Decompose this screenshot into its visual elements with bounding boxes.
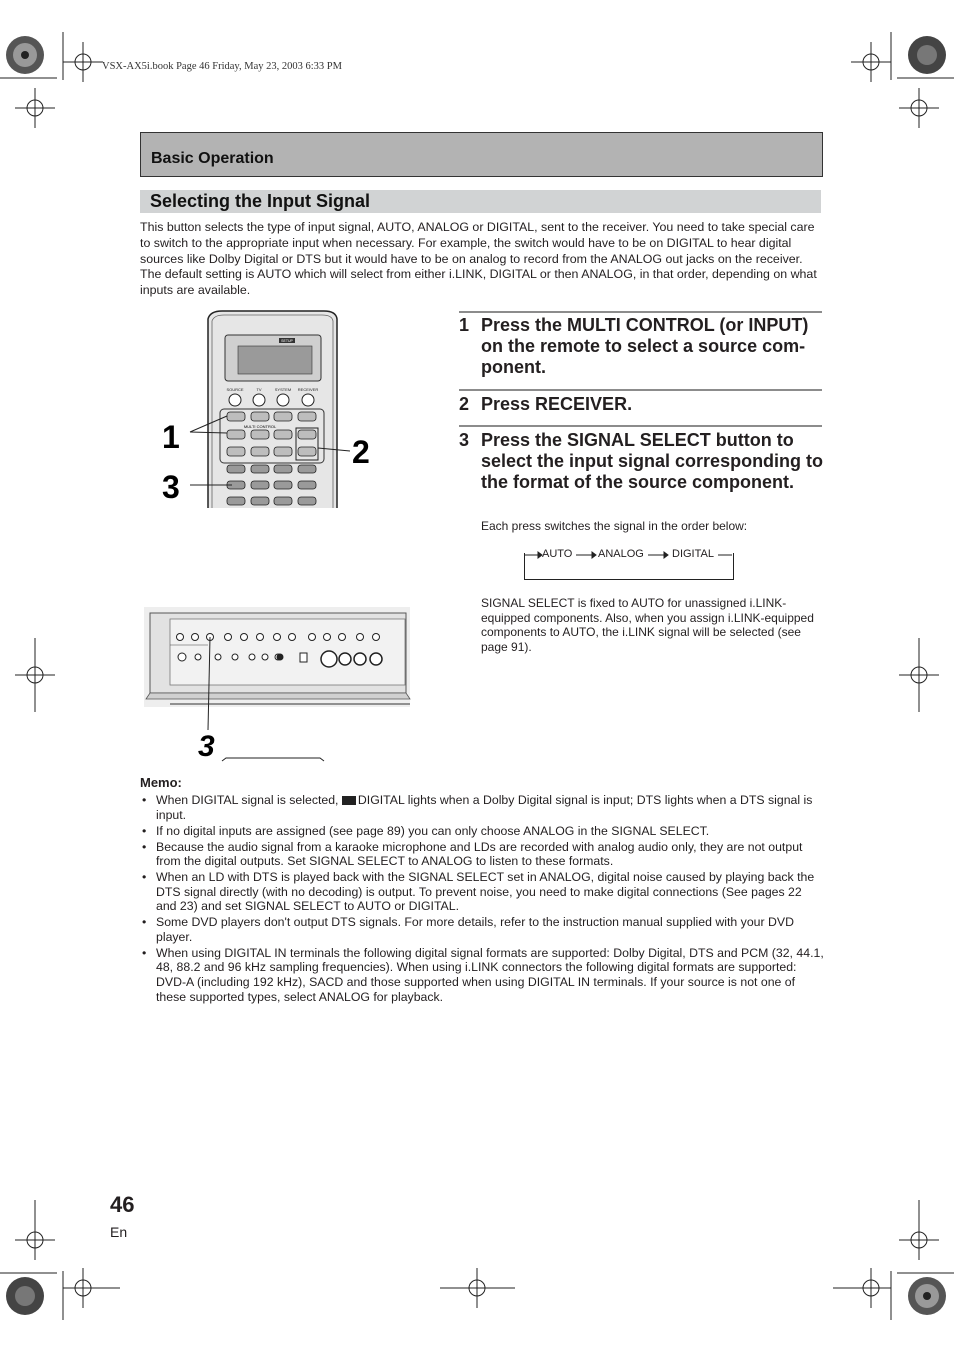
- callout-3: 3: [162, 469, 180, 505]
- subsection-band: [140, 190, 821, 213]
- step-rule-2: [459, 389, 822, 391]
- memo-item-6: • When using DIGITAL IN terminals the following digital signal formats are supported: Dolby Digital, DTS and PCM (32, 44.1, 48, 88.2 and 96 kHz sampling frequencies). When using i.LINK connectors the following digital formats are supported: DVD-A (including 192 kHz), SACD and those supported when using DIGITAL IN terminals. If your source is not one of these supported types, select ANALOG for playback.: [140, 946, 824, 1004]
- memo-item-1-start: When DIGITAL signal is selected,: [156, 793, 342, 807]
- memo-item-5: • Some DVD players don't output DTS signals. For more details, refer to the instruction manual supplied with your DVD player.: [140, 915, 824, 944]
- step-rule-3: [459, 425, 822, 427]
- memo-item-1-rest: DIGITAL lights when a Dolby Digital signal is input; DTS lights when a DTS signal is input.: [156, 793, 813, 822]
- memo-item-1: [140, 793, 824, 822]
- sequence-digital: DIGITAL: [672, 548, 714, 560]
- page-number: 46: [110, 1192, 135, 1217]
- remote-setup-label: SETUP: [281, 339, 293, 343]
- step-2-number: 2: [459, 394, 470, 414]
- remote-label-receiver: RECEIVER: [297, 387, 319, 392]
- front-panel-illustration: [140, 605, 415, 765]
- dolby-digital-icon: [342, 796, 356, 805]
- step-2-text: Press RECEIVER.: [481, 394, 633, 414]
- memo-title: Memo:: [140, 775, 182, 790]
- callout-2: 2: [352, 434, 370, 470]
- subsection-title: Selecting the Input Signal: [150, 191, 371, 211]
- sequence-auto: AUTO: [542, 548, 573, 560]
- signal-select-note: SIGNAL SELECT is fixed to AUTO for unassigned i.LINK-equipped components. Also, when you assign i.LINK-equipped components to AUTO, the i.LINK signal will be selected (see page 91).: [481, 596, 814, 654]
- remote-multi-control-label: MULTI CONTROL: [243, 424, 277, 429]
- step-3-note: Each press switches the signal in the order below:: [481, 519, 748, 533]
- step-3-text: Press the SIGNAL SELECT button to select the input signal corresponding to the format of the source component.: [481, 430, 824, 492]
- section-title: Basic Operation: [151, 150, 274, 167]
- memo-item-2: • If no digital inputs are assigned (see page 89) you can only choose ANALOG in the SIGNAL SELECT.: [140, 824, 824, 839]
- step-3-number: 3: [459, 430, 470, 450]
- memo-item-3: • Because the audio signal from a karaoke microphone and LDs are recorded with analog audio only, they are not output from the digital outputs. Set SIGNAL SELECT to ANALOG to listen to these formats.: [140, 840, 824, 869]
- memo-item-4: • When an LD with DTS is played back with the SIGNAL SELECT set in ANALOG, digital noise caused by playing back the DTS signal directly (with no decoding) is output. To prevent noise, you need to make digital connections (See pages 22 and 23) and set SIGNAL SELECT to AUTO or DIGITAL.: [140, 870, 824, 914]
- remote-illustration: [150, 305, 390, 515]
- step-rule-top: [459, 311, 822, 313]
- intro-paragraph: This button selects the type of input signal, AUTO, ANALOG or DIGITAL, sent to the receiver. You need to take special care to switch to the appropriate input when necessary. For example, the switch would have to be on DIGITAL to hear digital sources like Dolby Digital or DTS but it would have to be on analog to record from the ANALOG out jacks on the receiver. The default setting is AUTO which will select from either i.LINK, DIGITAL or then ANALOG, in that order, depending on what inputs are available.: [140, 220, 817, 298]
- remote-lcd: [225, 335, 321, 381]
- callout-1: 1: [162, 419, 180, 455]
- step-1-text: Press the MULTI CONTROL (or INPUT) on the remote to select a source com-ponent.: [481, 315, 809, 377]
- sequence-arrows: [520, 549, 740, 563]
- remote-label-source: SOURCE: [226, 387, 244, 392]
- remote-label-system: SYSTEM: [274, 387, 292, 392]
- page-language: En: [110, 1224, 128, 1240]
- print-header: VSX-AX5i.book Page 46 Friday, May 23, 2003 6:33 PM: [102, 61, 342, 72]
- section-band: [140, 132, 823, 177]
- panel-callout-3: 3: [198, 730, 215, 763]
- memo-list: [140, 793, 824, 1006]
- remote-label-tv: TV: [256, 387, 262, 392]
- sequence-analog: ANALOG: [598, 548, 644, 560]
- step-1-number: 1: [459, 315, 470, 335]
